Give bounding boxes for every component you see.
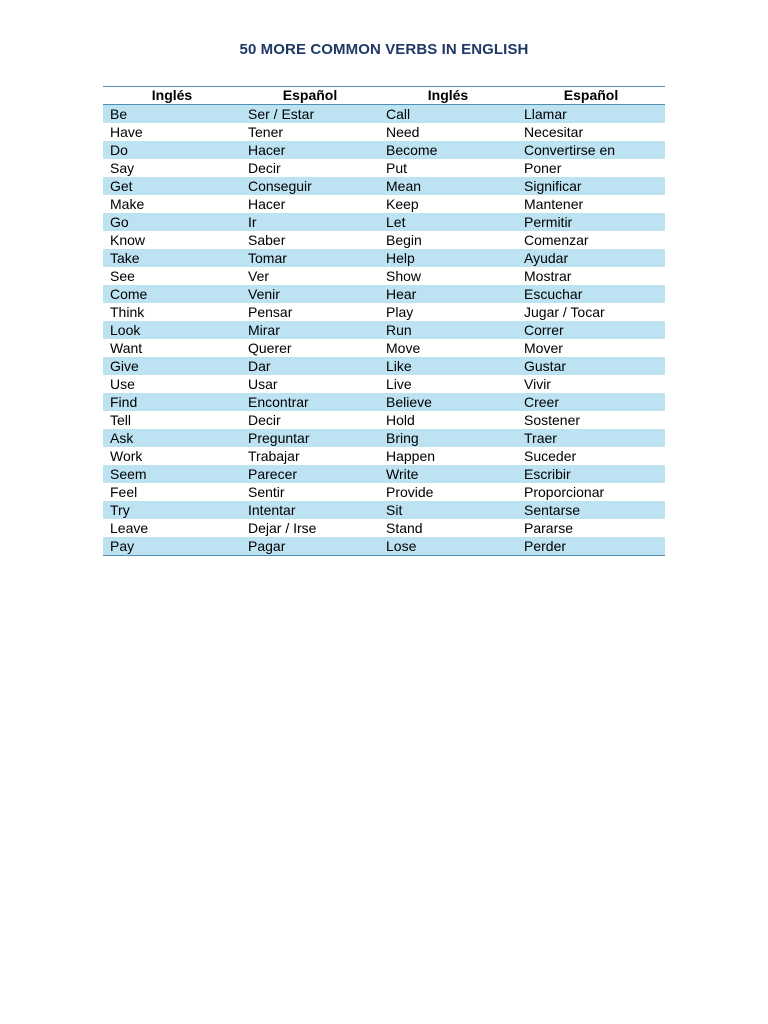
- table-header: [103, 87, 665, 105]
- cell-espanol: Proporcionar: [524, 483, 605, 500]
- cell-espanol: Dar: [241, 357, 379, 375]
- cell-espanol: Intentar: [241, 501, 379, 519]
- table-row: [103, 141, 665, 159]
- cell-ingles: Want: [110, 339, 143, 356]
- cell-ingles: Seem: [103, 465, 241, 483]
- table-row: [103, 429, 665, 447]
- page-title: 50 MORE COMMON VERBS IN ENGLISH: [239, 41, 529, 58]
- cell-ingles: Move: [386, 339, 421, 356]
- table-row: [103, 411, 665, 429]
- cell-espanol: Venir: [241, 285, 379, 303]
- cell-ingles: Use: [110, 375, 135, 392]
- cell-espanol: Suceder: [524, 447, 577, 464]
- cell-ingles: Mean: [379, 177, 517, 195]
- cell-espanol: Preguntar: [241, 429, 379, 447]
- cell-espanol: Querer: [248, 339, 292, 356]
- cell-ingles: Make: [110, 195, 145, 212]
- verbs-table: [103, 86, 665, 556]
- cell-ingles: Go: [103, 213, 241, 231]
- cell-espanol: Ver: [248, 267, 270, 284]
- cell-ingles: Happen: [386, 447, 436, 464]
- table-row: [103, 303, 665, 321]
- header-espanol-2: Español: [517, 87, 665, 105]
- table-row: [103, 501, 665, 519]
- cell-ingles: Pay: [103, 537, 241, 556]
- table-row: [103, 285, 665, 303]
- cell-espanol: Convertirse en: [517, 141, 665, 159]
- table-row: [103, 267, 665, 285]
- cell-espanol: Conseguir: [241, 177, 379, 195]
- cell-ingles: Need: [386, 123, 420, 140]
- cell-ingles: Bring: [379, 429, 517, 447]
- cell-espanol: Ser / Estar: [241, 105, 379, 124]
- table-row: [103, 519, 665, 537]
- table-row: [103, 105, 665, 124]
- table-row: [103, 321, 665, 339]
- table-row: [103, 393, 665, 411]
- cell-espanol: Correr: [517, 321, 665, 339]
- cell-ingles: Say: [110, 159, 135, 176]
- cell-ingles: Like: [379, 357, 517, 375]
- cell-ingles: Ask: [103, 429, 241, 447]
- cell-ingles: Get: [103, 177, 241, 195]
- table-row: [103, 447, 665, 465]
- table-row: [103, 357, 665, 375]
- cell-espanol: Vivir: [524, 375, 551, 392]
- cell-ingles: Stand: [386, 519, 423, 536]
- cell-espanol: Sostener: [524, 411, 581, 428]
- cell-ingles: Show: [386, 267, 422, 284]
- cell-ingles: Think: [110, 303, 145, 320]
- cell-ingles: Look: [103, 321, 241, 339]
- cell-espanol: Trabajar: [248, 447, 300, 464]
- header-ingles-1: Inglés: [103, 87, 241, 105]
- cell-ingles: Become: [379, 141, 517, 159]
- cell-espanol: Escribir: [517, 465, 665, 483]
- cell-espanol: Sentarse: [517, 501, 665, 519]
- table-row: [103, 537, 665, 556]
- cell-espanol: Escuchar: [517, 285, 665, 303]
- table-row: [103, 465, 665, 483]
- cell-espanol: Usar: [248, 375, 278, 392]
- cell-espanol: Creer: [517, 393, 665, 411]
- cell-espanol: Hacer: [248, 195, 286, 212]
- table-row: [103, 195, 665, 213]
- cell-ingles: Know: [110, 231, 146, 248]
- cell-ingles: Hold: [386, 411, 415, 428]
- cell-espanol: Ir: [241, 213, 379, 231]
- table-row: [103, 159, 665, 177]
- cell-ingles: Play: [386, 303, 414, 320]
- cell-ingles: Do: [103, 141, 241, 159]
- table-row: [103, 231, 665, 249]
- cell-ingles: Work: [110, 447, 143, 464]
- cell-ingles: Feel: [110, 483, 138, 500]
- cell-ingles: Find: [103, 393, 241, 411]
- cell-espanol: Perder: [517, 537, 665, 556]
- cell-espanol: Ayudar: [517, 249, 665, 267]
- cell-ingles: Leave: [110, 519, 149, 536]
- header-espanol-1: Español: [241, 87, 379, 105]
- cell-ingles: Be: [103, 105, 241, 124]
- table-row: [103, 375, 665, 393]
- cell-espanol: Decir: [248, 411, 281, 428]
- cell-espanol: Dejar / Irse: [248, 519, 317, 536]
- cell-espanol: Pensar: [248, 303, 293, 320]
- table-row: [103, 249, 665, 267]
- cell-ingles: Have: [110, 123, 143, 140]
- cell-ingles: Try: [103, 501, 241, 519]
- header-ingles-2: Inglés: [379, 87, 517, 105]
- cell-espanol: Mostrar: [524, 267, 572, 284]
- cell-espanol: Traer: [517, 429, 665, 447]
- cell-espanol: Poner: [524, 159, 562, 176]
- cell-espanol: Parecer: [241, 465, 379, 483]
- cell-ingles: Let: [379, 213, 517, 231]
- cell-ingles: Put: [386, 159, 408, 176]
- cell-espanol: Hacer: [241, 141, 379, 159]
- cell-espanol: Necesitar: [524, 123, 584, 140]
- cell-ingles: Take: [103, 249, 241, 267]
- cell-espanol: Encontrar: [241, 393, 379, 411]
- cell-ingles: Sit: [379, 501, 517, 519]
- cell-espanol: Decir: [248, 159, 281, 176]
- header-row: [103, 87, 665, 105]
- cell-espanol: Pagar: [241, 537, 379, 556]
- cell-ingles: Write: [379, 465, 517, 483]
- cell-espanol: Jugar / Tocar: [524, 303, 605, 320]
- cell-espanol: Pararse: [524, 519, 574, 536]
- cell-ingles: Keep: [386, 195, 419, 212]
- cell-espanol: Tomar: [241, 249, 379, 267]
- cell-ingles: Hear: [379, 285, 517, 303]
- cell-ingles: Give: [103, 357, 241, 375]
- table-row: [103, 213, 665, 231]
- cell-ingles: Tell: [110, 411, 132, 428]
- table-body: [103, 105, 665, 556]
- table-row: [103, 177, 665, 195]
- cell-ingles: Lose: [379, 537, 517, 556]
- cell-ingles: Live: [386, 375, 412, 392]
- cell-espanol: Mover: [524, 339, 563, 356]
- cell-ingles: Come: [103, 285, 241, 303]
- cell-espanol: Comenzar: [524, 231, 589, 248]
- cell-espanol: Significar: [517, 177, 665, 195]
- cell-ingles: Begin: [386, 231, 422, 248]
- cell-ingles: Help: [379, 249, 517, 267]
- cell-ingles: Provide: [386, 483, 434, 500]
- table-row: [103, 339, 665, 357]
- table-row: [103, 123, 665, 141]
- cell-ingles: Believe: [379, 393, 517, 411]
- cell-ingles: Run: [379, 321, 517, 339]
- cell-espanol: Mirar: [241, 321, 379, 339]
- cell-ingles: See: [110, 267, 135, 284]
- table-row: [103, 483, 665, 501]
- cell-espanol: Gustar: [517, 357, 665, 375]
- cell-espanol: Sentir: [248, 483, 285, 500]
- cell-ingles: Call: [379, 105, 517, 124]
- cell-espanol: Llamar: [517, 105, 665, 124]
- cell-espanol: Tener: [248, 123, 284, 140]
- cell-espanol: Permitir: [517, 213, 665, 231]
- cell-espanol: Mantener: [524, 195, 584, 212]
- cell-espanol: Saber: [248, 231, 286, 248]
